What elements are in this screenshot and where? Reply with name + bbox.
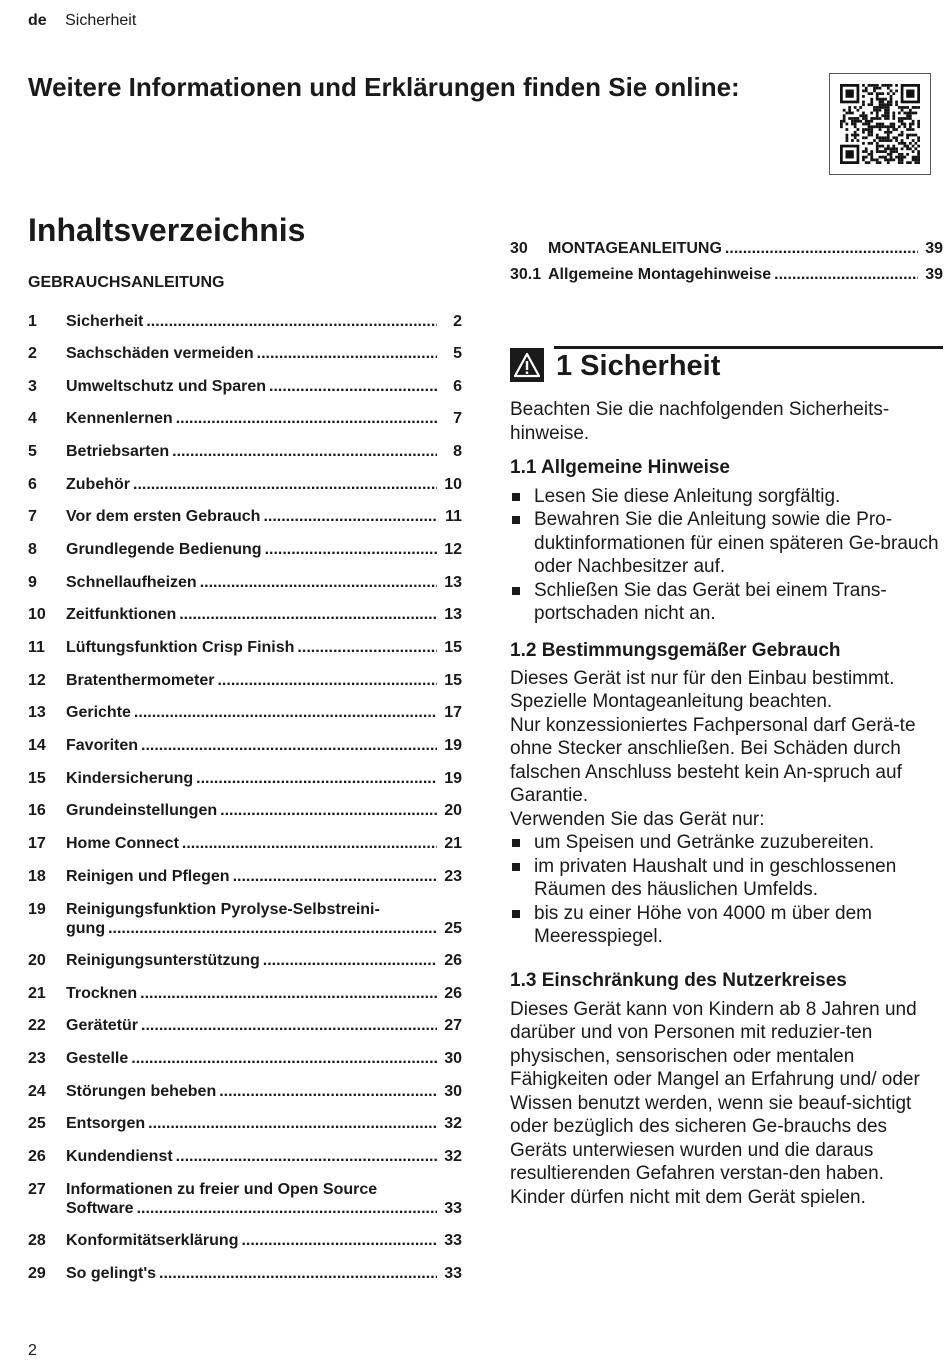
toc-dot-leader: [133, 475, 437, 494]
toc-entry-title: Gestelle: [66, 1050, 129, 1067]
toc-entry-number: 30.1: [510, 266, 542, 283]
toc-entry-page: 26: [444, 952, 462, 969]
list-item: bis zu einer Höhe von 4000 m über dem Meeresspiegel.: [510, 902, 943, 949]
list-item: Lesen Sie diese Anleitung sorgfältig.: [510, 485, 943, 509]
toc-entry-number: 20: [28, 952, 46, 969]
toc-dot-leader: [141, 736, 437, 755]
paragraph: Nur konzessioniertes Fachpersonal darf Gerä-te ohne Stecker anschließen. Bei Schäden durch falschen Anschluss besteht kein An-spruch auf Garantie.: [510, 714, 916, 806]
toc-entry-number: 9: [28, 574, 37, 591]
toc-entry-page: 20: [444, 802, 462, 819]
toc-entry-title: Gerätetür: [66, 1017, 139, 1034]
toc-entry: [28, 540, 462, 559]
toc-entry-title: Lüftungsfunktion Crisp Finish: [66, 639, 295, 656]
toc-dot-leader: [217, 671, 437, 690]
online-info-heading: Weitere Informationen und Erklärungen finden Sie online:: [28, 72, 740, 102]
toc-entry-page: 5: [453, 345, 462, 362]
toc-dot-leader: [134, 703, 437, 722]
toc-entry-number: 3: [28, 378, 37, 395]
toc-entry: [28, 769, 462, 788]
toc-entry-title: Sicherheit: [66, 313, 144, 330]
toc-entry: [28, 736, 462, 755]
toc-entry-number: 15: [28, 770, 46, 787]
toc-entry-page: 33: [444, 1200, 462, 1217]
subsection-general: [510, 456, 943, 626]
toc-entry-number: 19: [28, 901, 46, 918]
toc-entry: [28, 475, 462, 494]
toc-entry: [28, 671, 462, 690]
subsection-heading: 1.2 Bestimmungsgemäßer Gebrauch: [510, 640, 841, 661]
toc-dot-leader: [176, 409, 437, 428]
toc-dot-leader: [263, 507, 437, 526]
toc-entry-title: gung: [66, 920, 106, 937]
toc-entry: [510, 265, 943, 284]
toc-entry-number: 16: [28, 802, 46, 819]
toc-entry-number: 6: [28, 476, 37, 493]
subsection-intended-use: [510, 639, 943, 949]
toc-entry: [28, 1082, 462, 1101]
toc-entry: [28, 834, 462, 853]
qr-code-icon: [840, 84, 920, 164]
toc-entry-number: 4: [28, 410, 37, 427]
toc-dot-leader: [263, 951, 437, 970]
section-title: 1 Sicherheit: [556, 350, 721, 382]
safety-intro: [510, 398, 943, 445]
toc-dot-leader: [176, 1147, 437, 1166]
toc-entry-number: 26: [28, 1148, 46, 1165]
toc-subtitle: GEBRAUCHSANLEITUNG: [28, 274, 225, 291]
toc-entry-page: 8: [453, 443, 462, 460]
toc-dot-leader: [241, 1231, 437, 1250]
toc-entry-number: 7: [28, 508, 37, 525]
toc-entry: [28, 605, 462, 624]
toc-dot-leader: [148, 1114, 437, 1133]
toc-entry-title: So gelingt's: [66, 1265, 157, 1282]
list-item: Schließen Sie das Gerät bei einem Trans-portschaden nicht an.: [510, 579, 943, 626]
toc-entry-title: Zubehör: [66, 476, 130, 493]
toc-entry-title: Sachschäden vermeiden: [66, 345, 254, 362]
toc-entry-page: 32: [444, 1148, 462, 1165]
toc-entry-page: 19: [444, 770, 462, 787]
toc-dot-leader: [196, 769, 437, 788]
toc-entry-page: 2: [453, 313, 462, 330]
toc-entry-number: 14: [28, 737, 46, 754]
toc-entry: [28, 409, 462, 428]
toc-entry-title: Störungen beheben: [66, 1083, 217, 1100]
toc-title: Inhaltsverzeichnis: [28, 212, 306, 248]
toc-entry-title: Kindersicherung: [66, 770, 194, 787]
paragraph: Verwenden Sie das Gerät nur:: [510, 808, 765, 830]
paragraph: Dieses Gerät ist nur für den Einbau bestimmt. Spezielle Montageanleitung beachten.: [510, 667, 895, 712]
toc-entry: [28, 900, 462, 938]
toc-dot-leader: [233, 867, 437, 886]
toc-entry-title: Trocknen: [66, 985, 138, 1002]
intro-paragraph: Beachten Sie die nachfolgenden Sicherheits-hinweise.: [510, 399, 890, 444]
toc-entry: [28, 507, 462, 526]
toc-entry-title: Grundeinstellungen: [66, 802, 218, 819]
toc-entry-number: 30: [510, 240, 528, 257]
toc-entry-title: Schnellaufheizen: [66, 574, 197, 591]
toc-entry-page: 27: [444, 1017, 462, 1034]
toc-entry-number: 5: [28, 443, 37, 460]
toc-entry: [28, 377, 462, 396]
toc-entry-page: 30: [444, 1050, 462, 1067]
toc-entry-page: 6: [453, 378, 462, 395]
toc-entry: [28, 1264, 462, 1283]
toc-entry-number: 22: [28, 1017, 46, 1034]
toc-dot-leader: [219, 1082, 437, 1101]
toc-dot-leader: [725, 239, 918, 258]
toc-entry: [28, 1231, 462, 1250]
toc-entry-title: Kennenlernen: [66, 410, 173, 427]
toc-dot-leader: [141, 1016, 437, 1035]
toc-entry-number: 24: [28, 1083, 46, 1100]
toc-entry-page: 23: [444, 868, 462, 885]
qr-code: [829, 73, 931, 175]
toc-entry-number: 2: [28, 345, 37, 362]
toc-entry: [28, 951, 462, 970]
toc-entry-number: 10: [28, 606, 46, 623]
toc-entry-title: Grundlegende Bedienung: [66, 541, 262, 558]
toc-entry-number: 13: [28, 704, 46, 721]
toc-entry: [28, 442, 462, 461]
toc-entry-number: 29: [28, 1265, 46, 1282]
toc-entry-page: 15: [444, 639, 462, 656]
toc-entry-page: 39: [925, 266, 943, 283]
toc-entry-number: 18: [28, 868, 46, 885]
toc-entry-title: Software: [66, 1200, 134, 1217]
toc-dot-leader: [269, 377, 437, 396]
toc-entry: [28, 867, 462, 886]
toc-entry-title: Konformitätserklärung: [66, 1232, 239, 1249]
toc-entry-number: 12: [28, 672, 46, 689]
toc-entry-title-line: Reinigungsfunktion Pyrolyse-Selbstreini-: [66, 901, 380, 918]
toc-dot-leader: [200, 573, 437, 592]
toc-entry-page: 30: [444, 1083, 462, 1100]
toc-entry-page: 10: [444, 476, 462, 493]
toc-entry-page: 12: [444, 541, 462, 558]
toc-dot-leader: [179, 605, 437, 624]
toc-entry-title: MONTAGEANLEITUNG: [548, 240, 722, 257]
toc-entry-page: 25: [444, 920, 462, 937]
toc-dot-leader: [159, 1264, 437, 1283]
toc-entry: [28, 312, 462, 331]
toc-entry-title: Favoriten: [66, 737, 139, 754]
toc-entry-title: Entsorgen: [66, 1115, 146, 1132]
subsection-heading: 1.1 Allgemeine Hinweise: [510, 457, 730, 478]
toc-entry: [510, 239, 943, 258]
toc-entry-page: 21: [444, 835, 462, 852]
toc-entry-number: 25: [28, 1115, 46, 1132]
toc-entry-title: Bratenthermometer: [66, 672, 215, 689]
list-item: Bewahren Sie die Anleitung sowie die Pro-duktinformationen für einen späteren Ge-brauch oder Nachbesitzer auf.: [510, 508, 943, 579]
paragraph: Kinder dürfen nicht mit dem Gerät spielen.: [510, 1186, 866, 1208]
toc-entry: [28, 1114, 462, 1133]
toc-entry-page: 15: [444, 672, 462, 689]
toc-dot-leader: [140, 984, 437, 1003]
page-number: 2: [28, 1342, 37, 1359]
subsection-heading: 1.3 Einschränkung des Nutzerkreises: [510, 970, 847, 991]
toc-entry: [28, 984, 462, 1003]
toc-entry-title: Zeitfunktionen: [66, 606, 177, 623]
toc-entry-title: Home Connect: [66, 835, 179, 852]
toc-entry-title: Betriebsarten: [66, 443, 170, 460]
toc-entry: [28, 1180, 462, 1218]
toc-dot-leader: [137, 1199, 437, 1218]
toc-entry-page: 19: [444, 737, 462, 754]
toc-entry-page: 39: [925, 240, 943, 257]
toc-entry-number: 21: [28, 985, 46, 1002]
warning-triangle-icon: [510, 348, 544, 382]
toc-dot-leader: [131, 1049, 437, 1068]
toc-entry-page: 13: [444, 574, 462, 591]
toc-dot-leader: [146, 312, 437, 331]
list-item: im privaten Haushalt und in geschlossenen Räumen des häuslichen Umfelds.: [510, 855, 943, 902]
toc-entry-page: 11: [445, 508, 462, 525]
toc-entry-page: 13: [444, 606, 462, 623]
toc-dot-leader: [774, 265, 918, 284]
toc-entry-number: 1: [28, 313, 37, 330]
toc-dot-leader: [108, 919, 437, 938]
subsection-user-restriction: [510, 969, 943, 1209]
toc-dot-leader: [257, 344, 437, 363]
running-section-title: Sicherheit: [65, 12, 137, 29]
toc-entry-title-line: Informationen zu freier und Open Source: [66, 1181, 378, 1198]
list-item: um Speisen und Getränke zuzubereiten.: [510, 831, 943, 855]
toc-entry-page: 7: [453, 410, 462, 427]
toc-entry: [28, 344, 462, 363]
toc-entry-title: Kundendienst: [66, 1148, 173, 1165]
toc-entry-title: Umweltschutz und Sparen: [66, 378, 267, 395]
toc-entry-number: 27: [28, 1181, 46, 1198]
toc-entry-number: 17: [28, 835, 46, 852]
toc-entry-page: 17: [444, 704, 462, 721]
toc-entry-title: Reinigen und Pflegen: [66, 868, 230, 885]
toc-entry: [28, 801, 462, 820]
toc-entry-page: 26: [444, 985, 462, 1002]
toc-dot-leader: [297, 638, 437, 657]
toc-entry: [28, 638, 462, 657]
toc-entry-title: Allgemeine Montagehinweise: [548, 266, 772, 283]
language-code: de: [28, 12, 47, 29]
paragraph: Dieses Gerät kann von Kindern ab 8 Jahren und darüber und von Personen mit reduzier-ten physischen, sensorischen oder mentalen Fähigkeiten oder Mangel an Erfahrung und/ oder Wissen benutzt werden, wenn sie beauf-sichtigt oder bezüglich des sicheren Ge-brauchs des Geräts unterwiesen wurden und die daraus resultierenden Gefahren verstan-den haben.: [510, 998, 920, 1184]
toc-entry-title: Vor dem ersten Gebrauch: [66, 508, 261, 525]
toc-entry-page: 33: [444, 1265, 462, 1282]
section-header-safety: [510, 346, 943, 388]
toc-dot-leader: [265, 540, 437, 559]
toc-entry-number: 11: [28, 639, 45, 656]
toc-entry-page: 33: [444, 1232, 462, 1249]
toc-entry-number: 8: [28, 541, 37, 558]
toc-entry: [28, 703, 462, 722]
page-header: [28, 12, 136, 30]
toc-dot-leader: [172, 442, 437, 461]
section-rule: [554, 346, 943, 349]
toc-entry-title: Gerichte: [66, 704, 131, 721]
toc-entry-number: 28: [28, 1232, 46, 1249]
toc-entry-number: 23: [28, 1050, 46, 1067]
toc-entry: [28, 1016, 462, 1035]
toc-entry-title: Reinigungsunterstützung: [66, 952, 260, 969]
toc-dot-leader: [182, 834, 437, 853]
toc-dot-leader: [220, 801, 437, 820]
toc-entry-page: 32: [444, 1115, 462, 1132]
toc-entry: [28, 1049, 462, 1068]
toc-entry: [28, 1147, 462, 1166]
toc-entry: [28, 573, 462, 592]
